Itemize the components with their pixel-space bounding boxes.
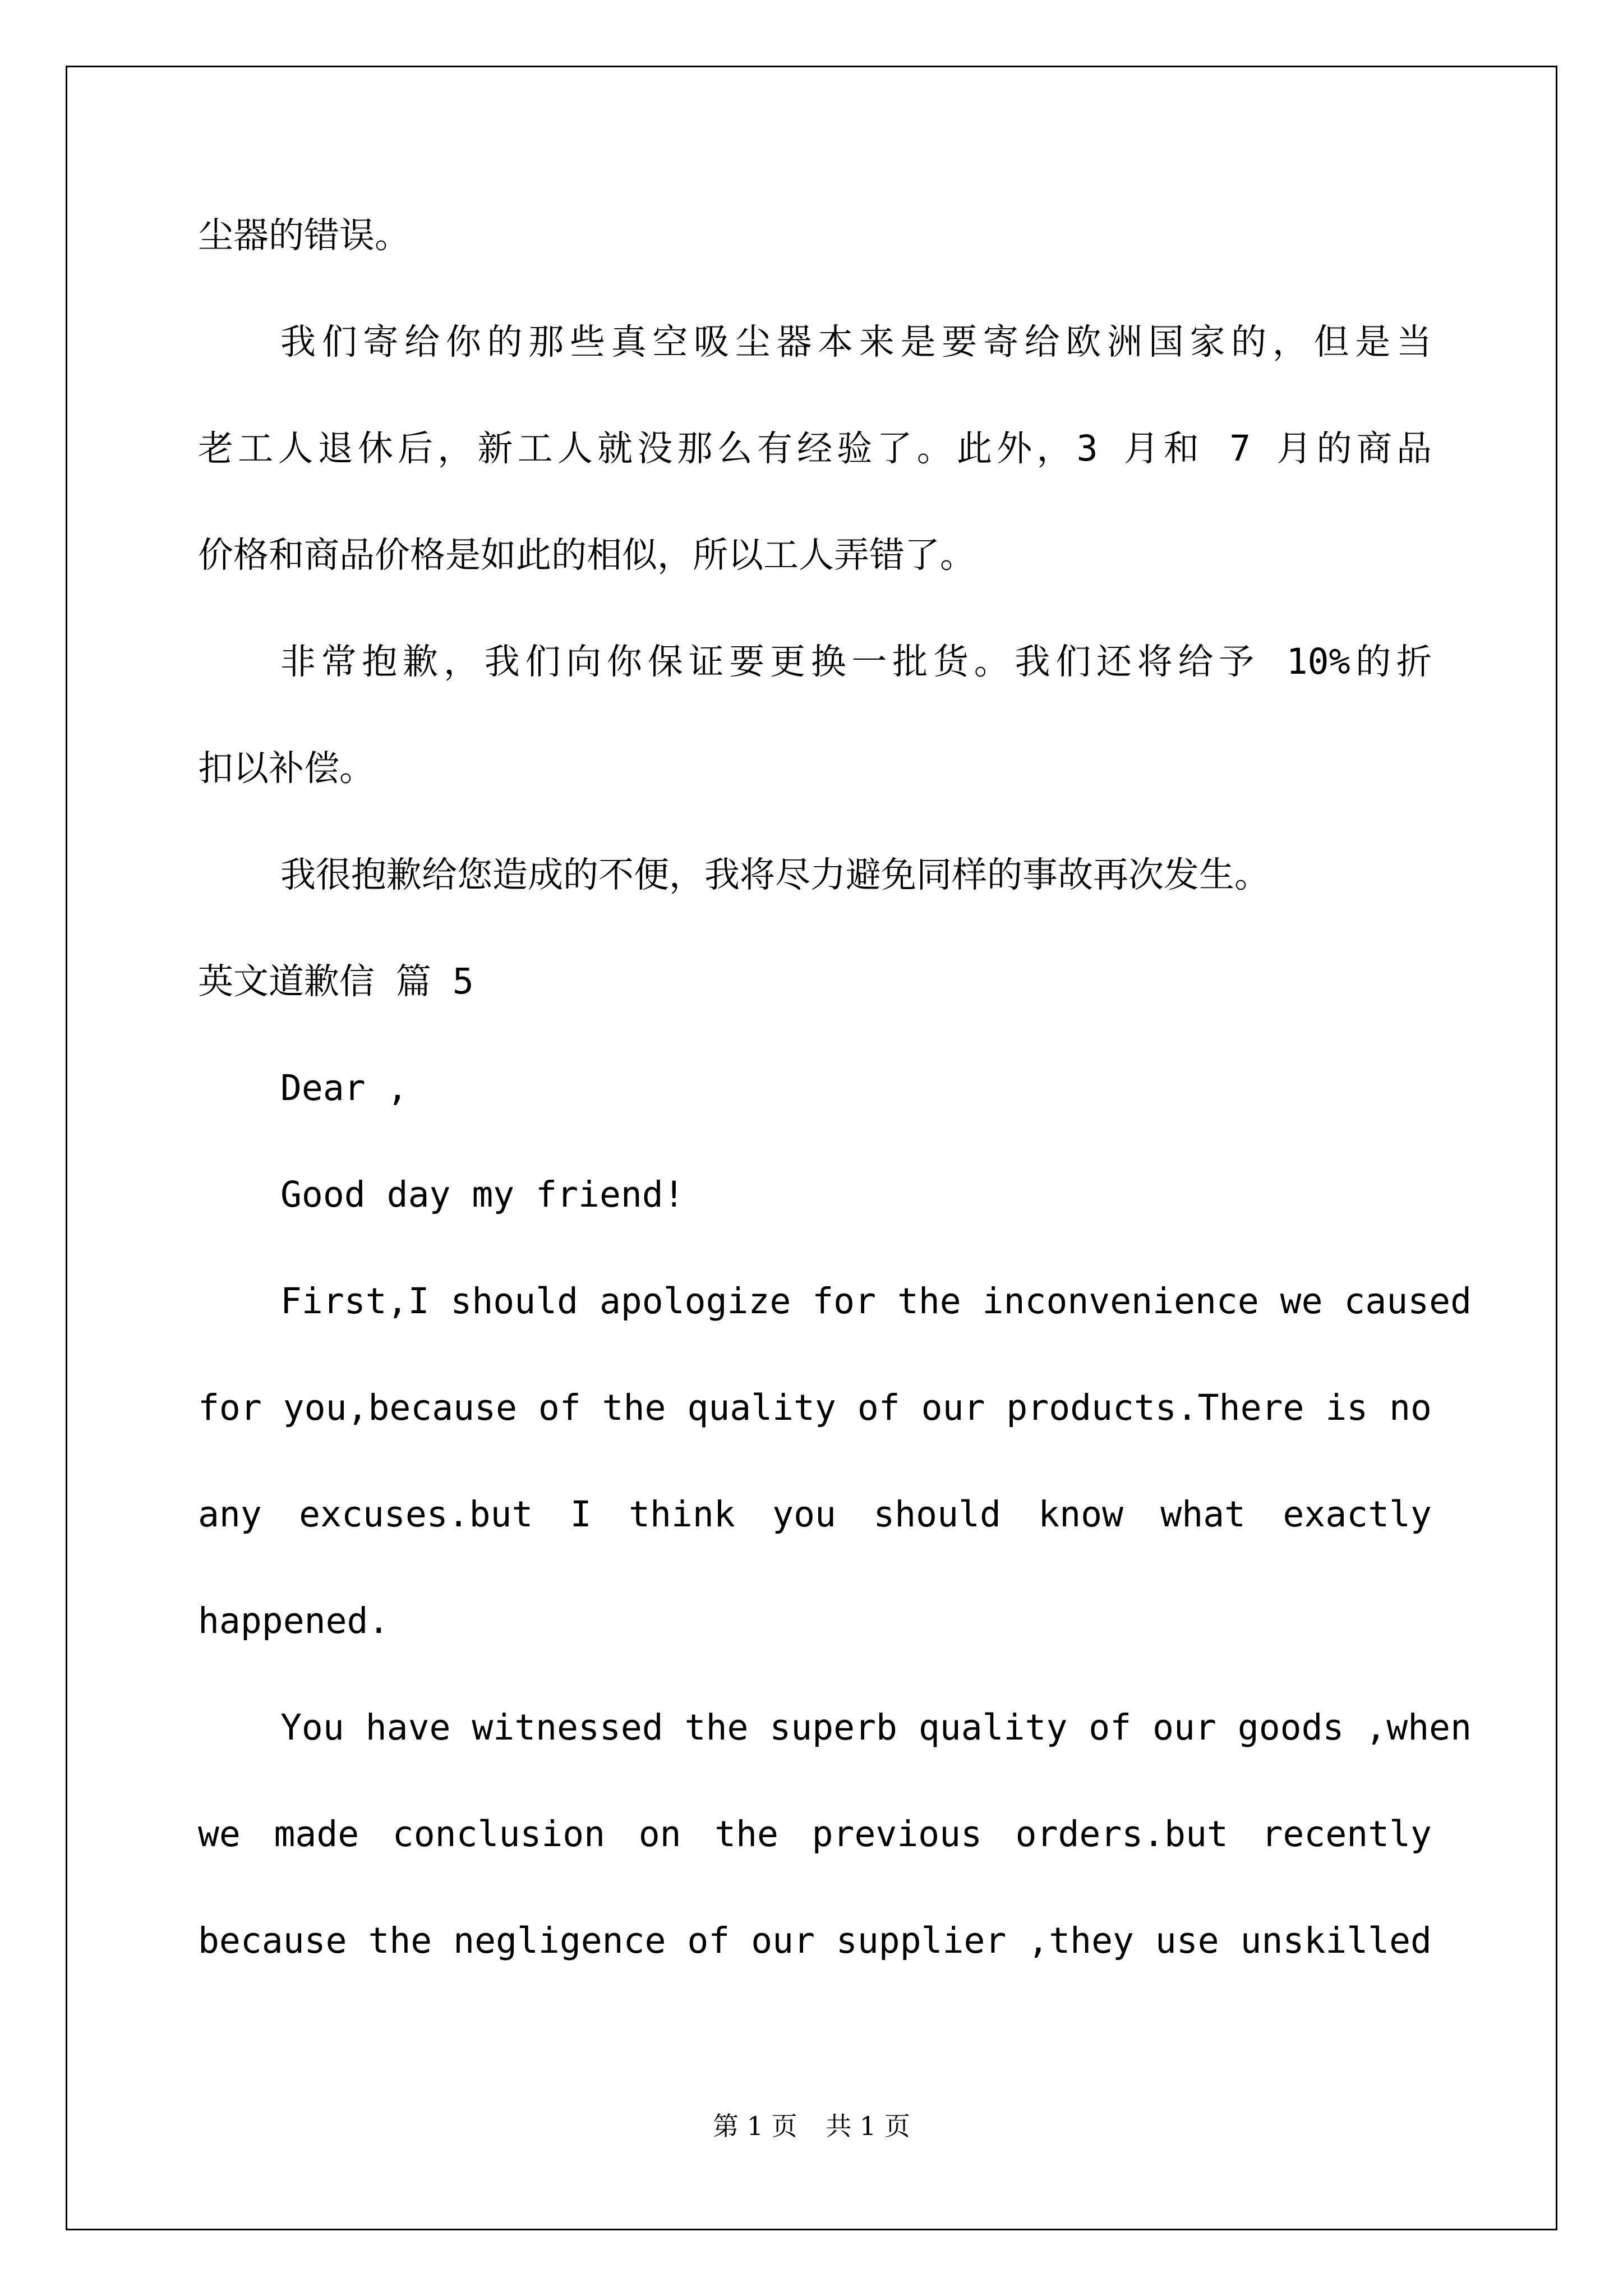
text-line: You have witnessed the superb quality of our goods ,when — [280, 1707, 1472, 1748]
section-heading: 英文道歉信 篇 5 — [198, 961, 474, 1002]
text-line: 尘器的错误。 — [198, 215, 410, 256]
page-total: 共 1 页 — [826, 2111, 910, 2141]
text-line: because the negligence of our supplier ,they use unskilled — [198, 1920, 1432, 1961]
text-line: 非常抱歉，我们向你保证要更换一批货。我们还将给予 10%的折 — [280, 641, 1432, 682]
text-line: we made conclusion on the previous orders.but recently — [198, 1814, 1432, 1855]
text-line: any excuses.but I think you should know what exactly — [198, 1494, 1432, 1535]
text-line: 老工人退休后，新工人就没那么有经验了。此外，3 月和 7 月的商品 — [198, 428, 1432, 469]
text-line: 扣以补偿。 — [198, 748, 375, 789]
text-line: 我很抱歉给您造成的不便，我将尽力避免同样的事故再次发生。 — [280, 854, 1270, 895]
page-footer — [0, 2109, 1623, 2143]
text-line: 我们寄给你的那些真空吸尘器本来是要寄给欧洲国家的，但是当 — [280, 321, 1432, 362]
text-line: First,I should apologize for the inconvenience we caused — [280, 1281, 1472, 1322]
text-line: 价格和商品价格是如此的相似，所以工人弄错了。 — [198, 535, 975, 576]
page-number: 第 1 页 — [713, 2111, 797, 2141]
text-line: for you,because of the quality of our products.There is no — [198, 1387, 1432, 1428]
text-line: happened. — [198, 1600, 390, 1641]
page-border — [66, 66, 1557, 2230]
text-line: Good day my friend! — [280, 1174, 685, 1215]
text-line: Dear , — [280, 1068, 408, 1108]
